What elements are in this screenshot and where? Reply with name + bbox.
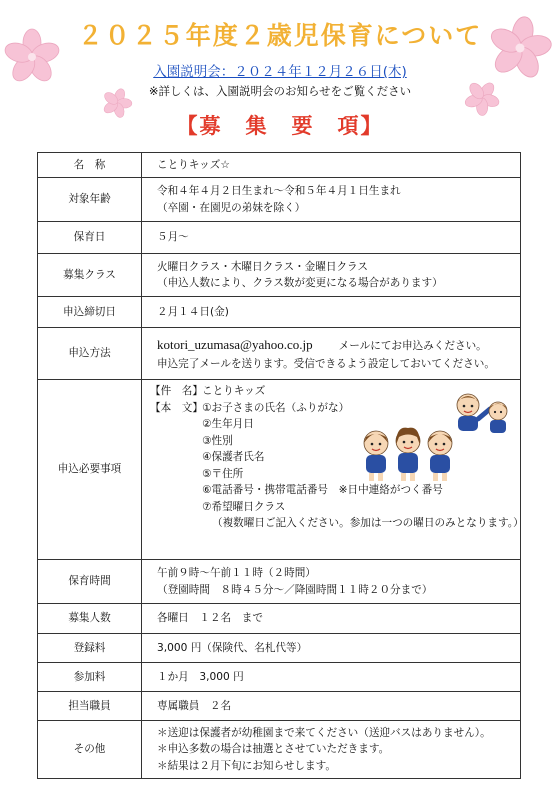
table-row (38, 721, 521, 779)
row-label: 募集クラス (38, 254, 142, 297)
row-value: 3,000 円（保険代、名札代等） (142, 634, 521, 663)
table-row (38, 634, 521, 663)
row-label: 担当職員 (38, 692, 142, 721)
required-footnote: （複数曜日ご記入ください。参加は一つの曜日のみとなります。） (212, 517, 524, 529)
required-item: ⑥電話番号・携帯電話番号 ※日中連絡がつく番号 (202, 484, 443, 496)
table-row (38, 604, 521, 634)
row-label: 名 称 (38, 153, 142, 178)
section-heading: 【募 集 要 項】 (176, 114, 384, 138)
row-value: ＊送迎は保護者が幼稚園まで来てください（送迎バスはありません）。 ＊申込多数の場合は抽選とさせていただきます。 ＊結果は２月下旬にお知らせします。 (142, 721, 521, 779)
children-illustration (450, 391, 514, 437)
table-row (38, 153, 521, 178)
row-label: 申込方法 (38, 328, 142, 380)
row-value: 令和４年４月２日生まれ～令和５年４月１日生まれ （卒園・在園児の弟妹を除く） (142, 178, 521, 222)
row-value: 専属職員 ２名 (142, 692, 521, 721)
table-row (38, 222, 521, 254)
page-title: ２０２５年度２歳児保育について (77, 21, 483, 50)
email-note-2: 申込完了メールを送ります。受信できるよう設定しておいてください。 (157, 357, 495, 370)
required-item: ②生年月日 (202, 418, 254, 430)
subject-value: ことりキッズ (202, 385, 266, 397)
required-item: ①お子さまの氏名（ふりがな） (202, 401, 350, 414)
row-value: 午前９時～午前１１時（２時間） （登園時間 ８時４５分～／降園時間１１時２０分まで） (142, 560, 521, 604)
required-item: ④保護者氏名 (202, 451, 265, 463)
row-label: 対象年齢 (38, 178, 142, 222)
meeting-note: ※詳しくは、入園説明会のお知らせをご覧ください (148, 84, 412, 98)
required-item: ③性別 (202, 434, 233, 447)
subject-tag: 【件 名】 (150, 385, 203, 397)
table-row (38, 380, 521, 560)
table-row (38, 328, 521, 380)
row-value: 各曜日 １２名 まで (142, 604, 521, 634)
table-row (38, 663, 521, 692)
body-tag: 【本 文】 (150, 401, 203, 414)
table-row (38, 254, 521, 297)
row-label: 登録料 (38, 634, 142, 663)
table-row (38, 692, 521, 721)
row-value: ２月１４日(金) (142, 297, 521, 328)
required-item: ⑦希望曜日クラス (202, 500, 286, 513)
table-row (38, 560, 521, 604)
email-address: kotori_uzumasa@yahoo.co.jp (157, 336, 313, 352)
row-value: ことりキッズ☆ (142, 153, 521, 178)
meeting-date: 入園説明会：２０２４年１２月２６日(木) (153, 64, 407, 80)
row-label: 募集人数 (38, 604, 142, 634)
table-row (38, 178, 521, 222)
row-label: 保育時間 (38, 560, 142, 604)
row-value (142, 328, 521, 380)
row-value: 火曜日クラス・木曜日クラス・金曜日クラス （申込人数により、クラス数が変更になる場合があります） (142, 254, 521, 297)
row-label: 申込必要事項 (38, 380, 142, 560)
row-label: 保育日 (38, 222, 142, 254)
row-value: １か月 3,000 円 (142, 663, 521, 692)
row-value (142, 380, 524, 560)
row-value: ５月～ (142, 222, 521, 254)
required-item: ⑤〒住所 (202, 467, 244, 480)
recruitment-table (37, 152, 524, 779)
row-label: 参加料 (38, 663, 142, 692)
children-illustration (360, 425, 458, 483)
table-row (38, 297, 521, 328)
row-label: その他 (38, 721, 142, 779)
email-note: メールにてお申込みください。 (338, 339, 487, 352)
row-label: 申込締切日 (38, 297, 142, 328)
